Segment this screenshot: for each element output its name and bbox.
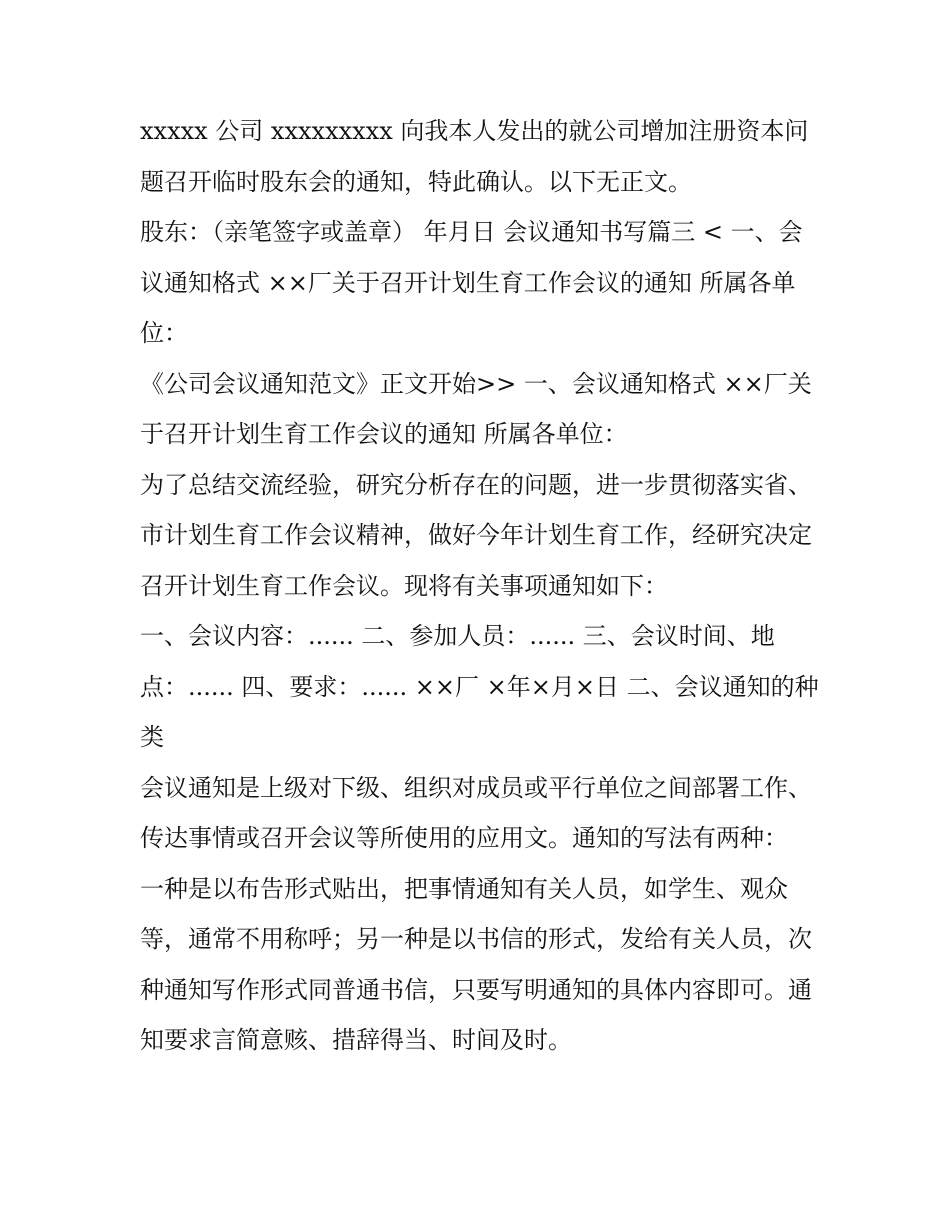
paragraph-meeting-purpose: 为了总结交流经验，研究分析存在的问题，进一步贯彻落实省、市计划生育工作会议精神，做好今年计划生育工作，经研究决定召开计划生育工作会议。现将有关事项通知如下： [140,470,812,600]
paragraph-notice-types: 一种是以布告形式贴出，把事情通知有关人员，如学生、观众等，通常不用称呼；另一种是以书信的形式，发给有关人员，次种通知写作形式同普通书信，只要写明通知的具体内容即可。通知要求言简意赅、措辞得当、时间及时。 [140,874,812,1054]
paragraph-shareholder-signature: 股东：（亲笔签字或盖章） 年月日 会议通知书写篇三 < 一、会议通知格式 ××厂关于召开计划生育工作会议的通知 所属各单位： [140,218,803,347]
paragraph-notice-definition: 会议通知是上级对下级、组织对成员或平行单位之间部署工作、传达事情或召开会议等所使用的应用文。通知的写法有两种： [140,773,812,852]
document-body [140,106,820,1066]
paragraph-confirmation: xxxxx 公司 xxxxxxxxx 向我本人发出的就公司增加注册资本问题召开临时股东会的通知，特此确认。以下无正文。 [140,117,809,196]
paragraph-notice-format: 《公司会议通知范文》正文开始>> 一、会议通知格式 ××厂关于召开计划生育工作会议的通知 所属各单位： [140,369,812,448]
paragraph-meeting-items: 一、会议内容：...... 二、参加人员：...... 三、会议时间、地点：...... 四、要求：...... ××厂 ×年×月×日 二、会议通知的种类 [140,622,819,751]
